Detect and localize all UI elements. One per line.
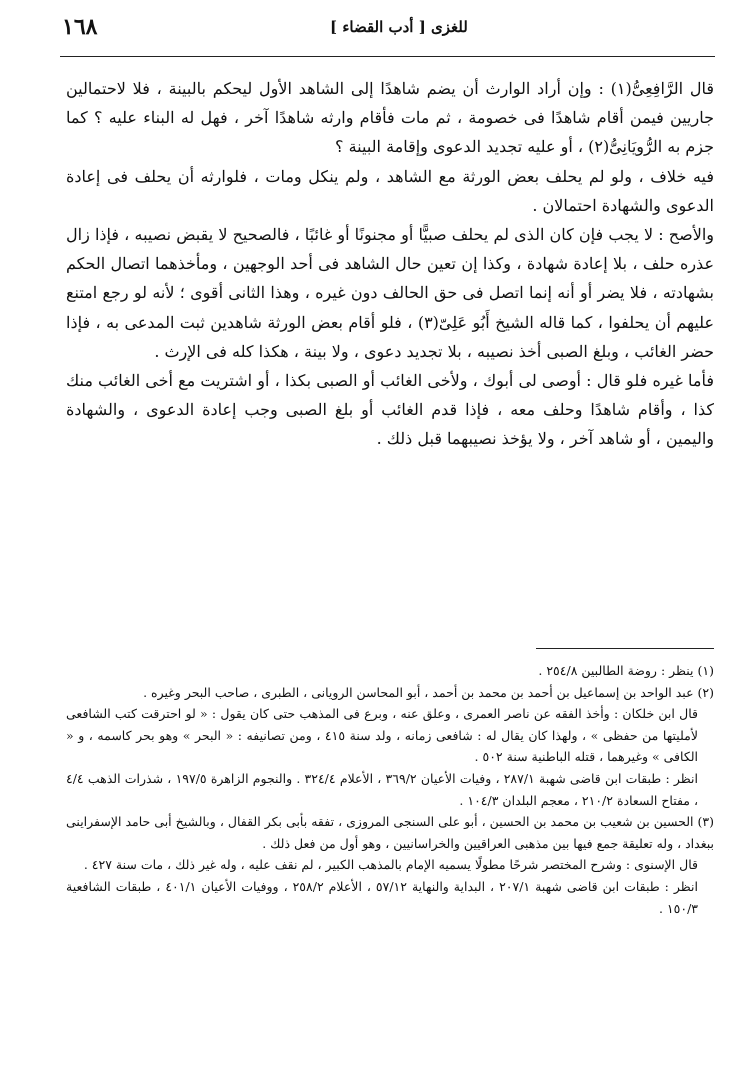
footnote-continuation: قال الإسنوى : وشرح المختصر شرحًا مطولًا يسميه الإمام بالمذهب الكبير ، لم نقف عليه ، وله غير ذلك ، مات سنة ٤٢٧ .: [83, 857, 698, 873]
footnote: (٢) عبد الواحد بن إسماعيل بن أحمد بن محمد بن أحمد ، أبو المحاسن الرويانى ، الطبرى ، صاحب البحر وغيره .: [143, 684, 714, 700]
running-title: [ أدب القضاء ] للغزى: [330, 18, 468, 36]
paragraph: قال الرَّافِعِىُّ(١) : وإن أراد الوارث أن يضم شاهدًا إلى الشاهد الأول ليحكم بالبينة ، فلا لاحتمالين جاريين فيمن أقام شاهدًا فى خصومة ، ثم مات فأقام وارثه شاهدًا آخر ، فهل له البناء عليه ؟ كما جزم به الرُّويَانِىُّ(٢) ، أو عليه تجديد الدعوى وإقامة البينة ؟: [66, 79, 714, 157]
footnote-continuation: قال ابن خلكان : وأخذ الفقه عن ناصر العمرى ، وعلق عنه ، وبرع فى المذهب حتى كان يقول : « لو احترقت كتب الشافعى لأمليتها من حفظى » ، ولهذا كان يقال له : شافعى زمانه ، ولد سنة ٤١٥ ، ومن تصانيفه : « البحر » وهو بحر كاسمه ، و « الكافى » وغيرهما ، قتله الباطنية سنة ٥٠٢ .: [66, 706, 698, 765]
header-rule: [60, 56, 715, 57]
footnote-separator: [536, 648, 714, 649]
footnote: (١) ينظر : روضة الطالبين ٢٥٤/٨ .: [538, 663, 714, 678]
paragraph: فأما غيره فلو قال : أوصى لى أبوك ، ولأخى الغائب أو الصبى بكذا ، أو اشتريت مع أخى الغائب منك كذا ، وأقام شاهدًا وحلف معه ، فإذا قدم الغائب أو بلغ الصبى وجب إعادة الدعوى ، والشهادة واليمين ، أو شاهد آخر ، ولا يؤخذ نصيبهما قبل ذلك .: [66, 371, 714, 449]
paragraph: فيه خلاف ، ولو لم يحلف بعض الورثة مع الشاهد ، ولم ينكل ومات ، فلوارثه أن يحلف فى إعادة الدعوى والشهادة احتمالان .: [66, 166, 714, 215]
paragraph: والأصح : لا يجب فإن كان الذى لم يحلف صبيًّا أو مجنونًا أو غائبًا ، فالصحيح لا يقبض نصيبه ، فإذا زال عذره حلف ، بلا إعادة شهادة ، وكذا إن تعين حال الشاهد فى أحد الوجهين ، ومأخذهما اتصال الحكم بشهادته ، فلا يضر أو أنه إنما اتصل فى حق الحالف دون غيره ، وهذا الثانى أقوى ؛ لأنه لو رجع امتنع عليهم أن يحلفوا ، كما قاله الشيخ أَبُو عَلِىّ(٣) ، فلو أقام بعض الورثة شاهدين ثبت المدعى به ، فإذا حضر الغائب ، وبلغ الصبى أخذ نصيبه ، بلا تجديد دعوى ، ولا بينة ، هكذا كله فى الإرث .: [66, 225, 714, 361]
main-text: [66, 74, 714, 454]
page-header: [0, 14, 753, 48]
footnotes: [66, 660, 714, 919]
page-number: ١٦٨: [62, 14, 98, 40]
footnote: (٣) الحسين بن شعيب بن محمد بن الحسين ، أبو على السنجى المروزى ، تفقه بأبى بكر القفال ، وبالشيخ أبى حامد الإسفراينى ببغداد ، وله تعليقة جمع فيها بين مذهبى العراقيين والخراسانيين ، وهو أول من فعل ذلك .: [66, 814, 714, 851]
footnote-references: انظر : طبقات ابن قاضى شهبة ٢٠٧/١ ، البداية والنهاية ٥٧/١٢ ، الأعلام ٢٥٨/٢ ، ووفيات الأعيان ٤٠١/١ ، طبقات الشافعية ١٥٠/٣ .: [66, 878, 698, 916]
footnote-references: انظر : طبقات ابن قاضى شهبة ٢٨٧/١ ، وفيات الأعيان ٣٦٩/٢ ، الأعلام ٣٢٤/٤ . والنجوم الزاهرة ١٩٧/٥ ، شذرات الذهب ٤/٤ ، مفتاح السعادة ٢١٠/٢ ، معجم البلدان ١٠٤/٣ .: [66, 770, 698, 808]
